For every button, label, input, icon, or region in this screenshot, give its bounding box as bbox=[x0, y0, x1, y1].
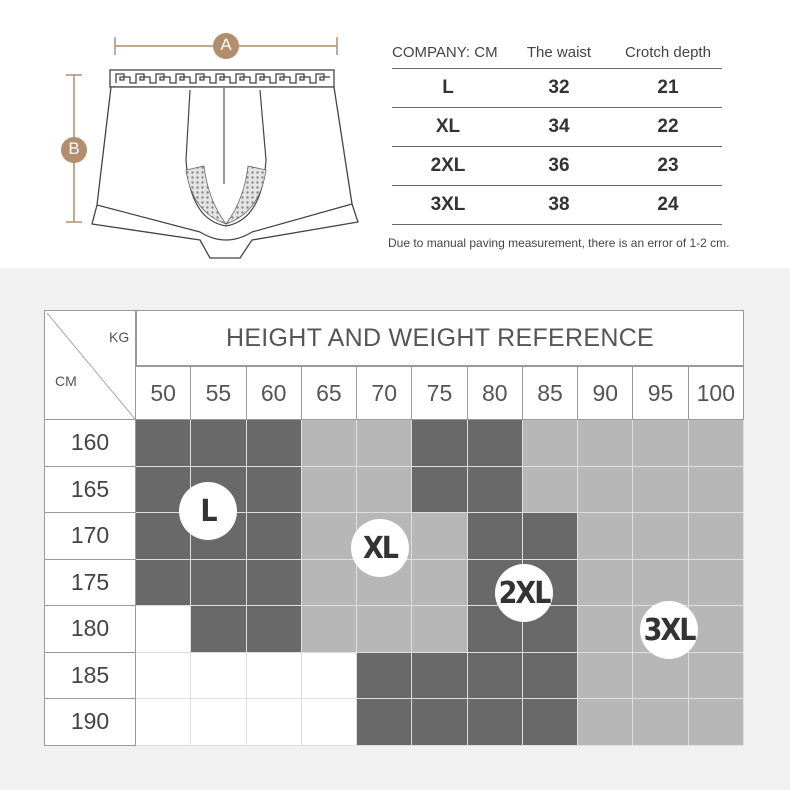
grid-cell bbox=[302, 513, 357, 560]
grid-cell bbox=[689, 513, 744, 560]
grid-cell bbox=[523, 699, 578, 746]
grid-cell bbox=[191, 560, 246, 607]
grid-cell bbox=[247, 560, 302, 607]
grid-cell bbox=[302, 420, 357, 467]
crotch-value: 24 bbox=[657, 194, 679, 215]
weight-header-55: 55 bbox=[191, 366, 246, 420]
grid-cell bbox=[247, 513, 302, 560]
grid-cell bbox=[247, 420, 302, 467]
grid-cell bbox=[191, 606, 246, 653]
grid-cell bbox=[357, 420, 412, 467]
size-label: L bbox=[442, 77, 454, 98]
grid-cell bbox=[633, 560, 688, 607]
grid-cell bbox=[136, 653, 191, 700]
size-row bbox=[392, 185, 722, 225]
size-table bbox=[392, 36, 722, 225]
corner-diagonal bbox=[45, 311, 137, 421]
corner-header bbox=[44, 310, 136, 420]
grid-cell bbox=[523, 420, 578, 467]
grid-cell bbox=[357, 467, 412, 514]
reference-title: HEIGHT AND WEIGHT REFERENCE bbox=[136, 310, 744, 366]
grid-cell bbox=[578, 699, 633, 746]
grid-cell bbox=[468, 699, 523, 746]
dimension-a-label: A bbox=[220, 35, 232, 54]
size-label: 2XL bbox=[430, 155, 466, 176]
grid-cell bbox=[468, 467, 523, 514]
grid-cell bbox=[357, 699, 412, 746]
grid-cell bbox=[578, 513, 633, 560]
weight-header-50: 50 bbox=[136, 366, 191, 420]
grid-cell bbox=[302, 699, 357, 746]
grid-cell bbox=[689, 699, 744, 746]
measurement-note: Due to manual paving measurement, there is an error of 1-2 cm. bbox=[388, 236, 730, 250]
grid-cell bbox=[136, 606, 191, 653]
grid-cell bbox=[247, 467, 302, 514]
grid-cell bbox=[468, 653, 523, 700]
grid-cell bbox=[523, 467, 578, 514]
grid-cell bbox=[357, 653, 412, 700]
height-header-170: 170 bbox=[44, 513, 136, 560]
grid-cell bbox=[247, 606, 302, 653]
grid-cell bbox=[247, 699, 302, 746]
crotch-value: 21 bbox=[657, 77, 679, 98]
grid-cell bbox=[412, 699, 467, 746]
size-row bbox=[392, 107, 722, 146]
waist-value: 36 bbox=[548, 155, 570, 176]
grid-cell bbox=[302, 560, 357, 607]
grid-cell bbox=[633, 467, 688, 514]
grid-cell bbox=[247, 653, 302, 700]
size-table-header bbox=[392, 36, 722, 68]
size-badge-3xl: 3XL bbox=[640, 601, 698, 659]
grid-cell bbox=[412, 513, 467, 560]
grid-cell bbox=[578, 560, 633, 607]
waist-value: 32 bbox=[548, 77, 570, 98]
grid-cell bbox=[191, 699, 246, 746]
header-waist: The waist bbox=[526, 43, 592, 61]
crotch-value: 23 bbox=[657, 155, 679, 176]
grid-cell bbox=[412, 467, 467, 514]
grid-cell bbox=[523, 513, 578, 560]
grid-cell bbox=[689, 560, 744, 607]
size-row bbox=[392, 68, 722, 107]
grid-cell bbox=[633, 420, 688, 467]
weight-header-60: 60 bbox=[247, 366, 302, 420]
height-header-165: 165 bbox=[44, 467, 136, 514]
grid-cell bbox=[191, 420, 246, 467]
size-row bbox=[392, 146, 722, 185]
size-badge-l: L bbox=[179, 482, 237, 540]
waist-value: 38 bbox=[548, 194, 570, 215]
grid-cell bbox=[689, 653, 744, 700]
weight-header-65: 65 bbox=[302, 366, 357, 420]
weight-header-95: 95 bbox=[633, 366, 688, 420]
weight-header-70: 70 bbox=[357, 366, 412, 420]
height-header-185: 185 bbox=[44, 653, 136, 700]
grid-cell bbox=[578, 420, 633, 467]
weight-header-100: 100 bbox=[689, 366, 744, 420]
grid-cell bbox=[523, 653, 578, 700]
header-crotch: Crotch depth bbox=[625, 43, 711, 61]
grid-cell bbox=[578, 606, 633, 653]
boxer-illustration bbox=[0, 0, 380, 268]
grid-cell bbox=[302, 653, 357, 700]
size-label: 3XL bbox=[430, 194, 466, 215]
grid-cell bbox=[191, 653, 246, 700]
height-weight-reference-table bbox=[44, 310, 744, 746]
grid-cell bbox=[302, 467, 357, 514]
grid-cell bbox=[136, 420, 191, 467]
waist-value: 34 bbox=[548, 116, 570, 137]
height-header-190: 190 bbox=[44, 699, 136, 746]
grid-cell bbox=[633, 699, 688, 746]
header-company: COMPANY: CM bbox=[392, 43, 498, 61]
crotch-value: 22 bbox=[657, 116, 679, 137]
size-badge-2xl: 2XL bbox=[495, 564, 553, 622]
grid-cell bbox=[578, 467, 633, 514]
grid-cell bbox=[468, 420, 523, 467]
grid-cell bbox=[412, 560, 467, 607]
size-label: XL bbox=[435, 116, 461, 137]
dimension-b-label: B bbox=[68, 139, 80, 158]
grid-cell bbox=[689, 420, 744, 467]
grid-cell bbox=[633, 653, 688, 700]
weight-header-85: 85 bbox=[523, 366, 578, 420]
weight-header-80: 80 bbox=[468, 366, 523, 420]
weight-header-75: 75 bbox=[412, 366, 467, 420]
grid-cell bbox=[468, 513, 523, 560]
weight-header-90: 90 bbox=[578, 366, 633, 420]
grid-cell bbox=[412, 606, 467, 653]
grid-cell bbox=[136, 699, 191, 746]
height-header-175: 175 bbox=[44, 560, 136, 607]
height-header-160: 160 bbox=[44, 420, 136, 467]
grid-cell bbox=[302, 606, 357, 653]
grid-cell bbox=[412, 653, 467, 700]
grid-cell bbox=[633, 513, 688, 560]
size-badge-xl: XL bbox=[351, 519, 409, 577]
kg-label: KG bbox=[109, 329, 130, 345]
cm-label: CM bbox=[55, 373, 77, 389]
grid-cell bbox=[689, 467, 744, 514]
grid-cell bbox=[357, 606, 412, 653]
grid-cell bbox=[578, 653, 633, 700]
grid-cell bbox=[412, 420, 467, 467]
height-header-180: 180 bbox=[44, 606, 136, 653]
grid-cell bbox=[136, 560, 191, 607]
